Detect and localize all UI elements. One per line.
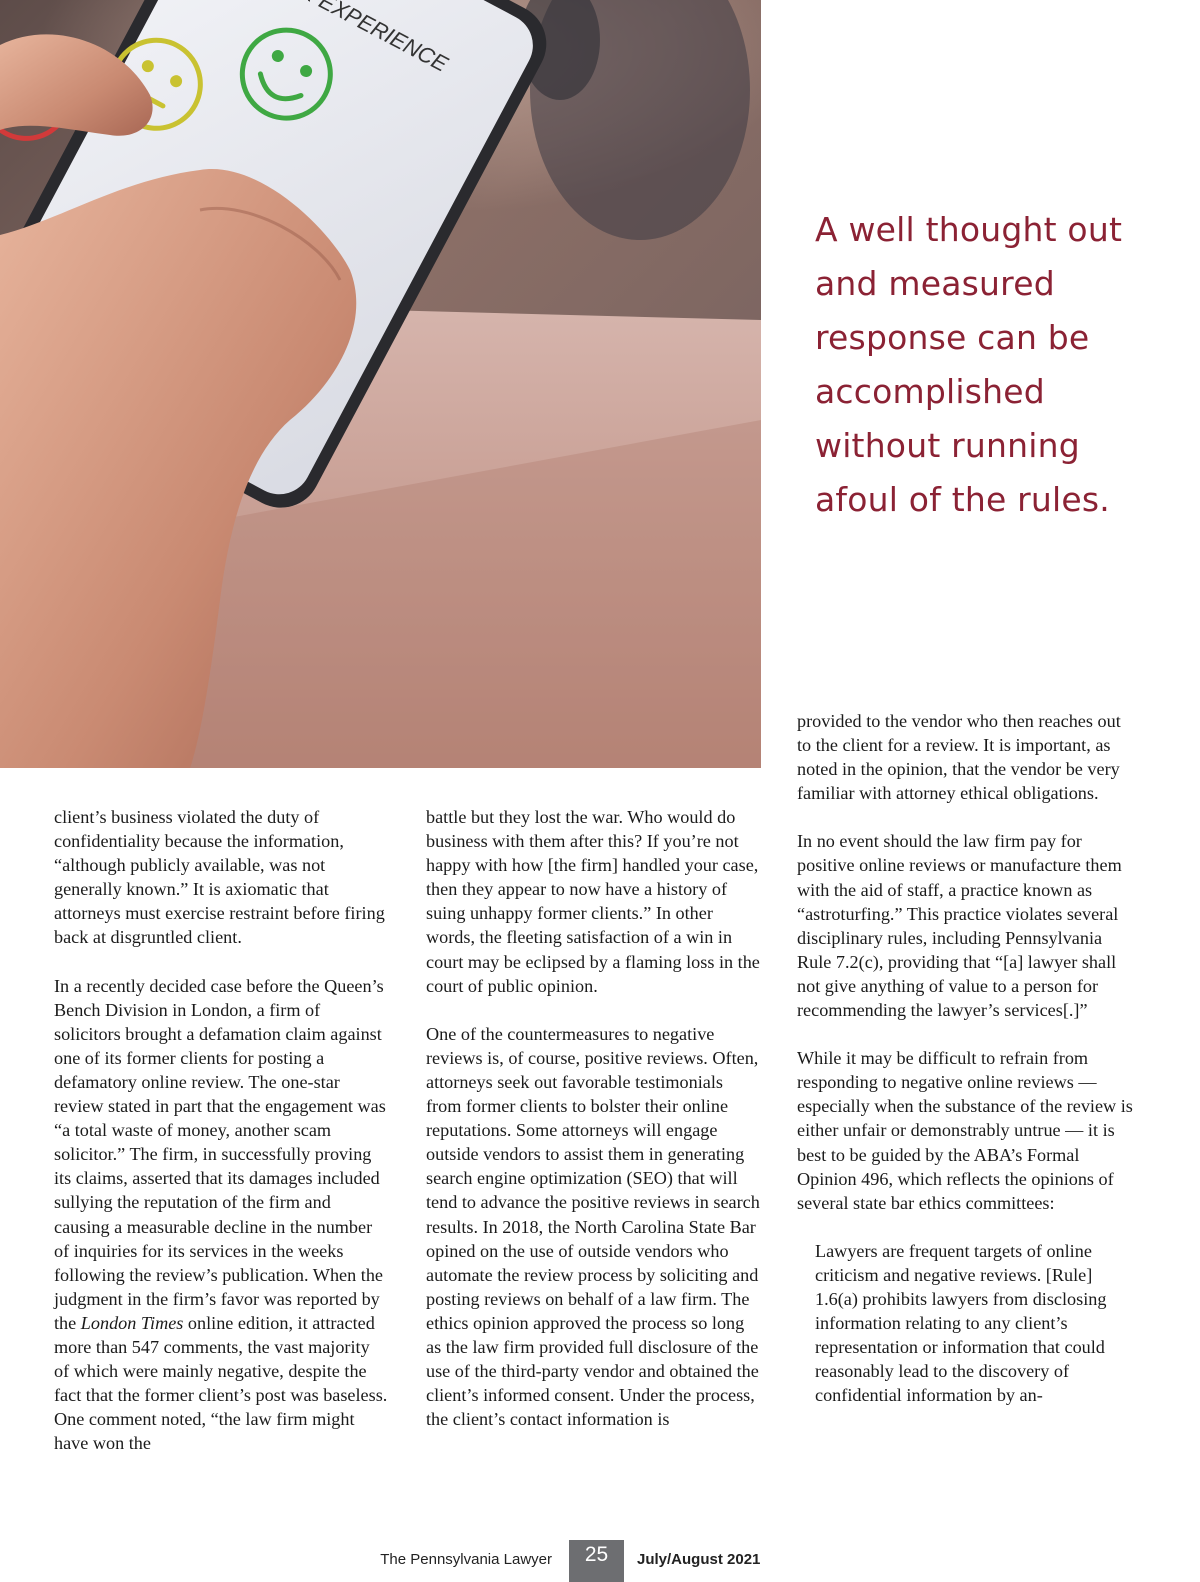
publication-name: The Pennsylvania Lawyer bbox=[380, 1551, 552, 1568]
paragraph: While it may be difficult to refrain from responding to negative online reviews — especially when the substance of the review is either unfair or demonstrably untrue — it is best to be guided by the ABA’s Formal Opinion 496, which reflects the opinions of several state bar ethics committees: bbox=[797, 1048, 1133, 1213]
paragraph: battle but they lost the war. Who would do business with them after this? If you’re not happy with how [the firm] handled your case, then they appear to now have a history of suing unhappy former clients.” In other words, the fleeting satisfaction of a win in court may be eclipsed by a flaming loss in the court of public opinion. bbox=[426, 807, 760, 996]
paragraph-text: online edition, it attracted more than 547 comments, the vast majority of which were mainly negative, despite the fact that the former client’s post was baseless. One comment noted, “the law firm might have won the bbox=[54, 1312, 388, 1454]
paragraph: client’s business violated the duty of confidentiality because the information, “although publicly available, was not generally known.” It is axiomatic that attorneys must exercise restraint before firing back at disgruntled client. bbox=[54, 807, 385, 948]
paragraph bbox=[54, 974, 389, 1456]
pull-quote: A well thought out and measured response can be accomplished without running afoul of the rules. bbox=[815, 210, 1123, 519]
page-number: 25 bbox=[569, 1540, 624, 1582]
paragraph: In no event should the law firm pay for positive online reviews or manufacture them with the aid of staff, a practice known as “astroturfing.” This practice violates several disciplinary rules, including Pennsylvania Rule 7.2(c), providing that “[a] lawyer shall not give anything of value to a person for recommending the lawyer’s services[.]” bbox=[797, 831, 1122, 1021]
paragraph-text: In a recently decided case before the Queen’s Bench Division in London, a firm of solicitors brought a defamation claim against one of its former clients for posting a defamatory online review. The one-star review stated in part that the engagement was “a total waste of money, another scam solicitor.” The firm, in successfully proving its claims, asserted that its damages included sullying the reputation of the firm and causing a measurable decline in the number of inquiries for its services in the weeks following the review’s publication. When the judgment in the firm’s favor was reported by the bbox=[54, 975, 386, 1333]
block-quote: Lawyers are frequent targets of online criticism and negative reviews. [Rule] 1.6(a) prohibits lawyers from disclosing information relating to any client’s representation or information that could reasonably lead to the discovery of confidential information by an- bbox=[815, 1240, 1107, 1406]
issue-date: July/August 2021 bbox=[637, 1551, 761, 1568]
paragraph: One of the countermeasures to negative reviews is, of course, positive reviews. Often, attorneys seek out favorable testimonials from former clients to bolster their online reputations. Some attorneys will engage outside vendors to assist them in generating search engine optimization (SEO) that will tend to advance the positive reviews in search results. In 2018, the North Carolina State Bar opined on the use of outside vendors who automate the review process by soliciting and posting reviews on behalf of a law firm. The ethics opinion approved the process so long as the law firm provided full disclosure of the use of the third-party vendor and obtained the client’s informed consent. Under the process, the client’s contact information is bbox=[426, 1023, 760, 1430]
paragraph: provided to the vendor who then reaches out to the client for a review. It is important, as noted in the opinion, that the vendor be very familiar with attorney ethical obligations. bbox=[797, 711, 1121, 804]
article-column-3 bbox=[797, 709, 1137, 1407]
publication-title: London Times bbox=[80, 1312, 184, 1333]
page-footer bbox=[0, 1540, 1200, 1582]
hero-photo bbox=[0, 0, 761, 768]
article-column-2 bbox=[426, 805, 762, 1455]
article-column-1 bbox=[54, 805, 389, 1479]
